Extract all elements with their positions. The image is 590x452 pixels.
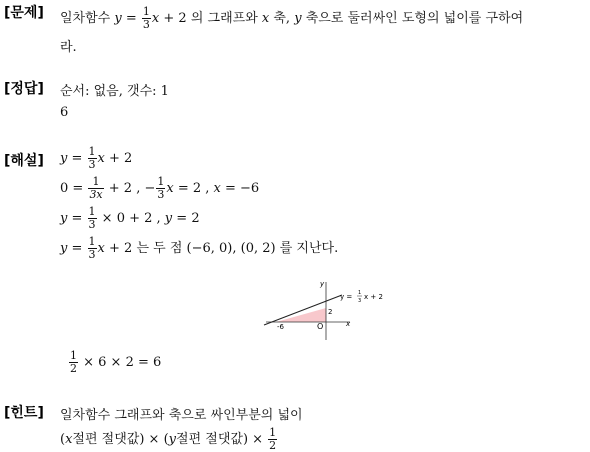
answer-label: [정답] bbox=[4, 81, 44, 97]
math-op: = 2 , bbox=[173, 181, 214, 196]
math-op: + 2 bbox=[104, 241, 133, 256]
math-op: = bbox=[121, 11, 141, 26]
math-op: + 2 bbox=[104, 151, 133, 166]
math-op: × 6 × 2 = 6 bbox=[79, 355, 162, 370]
math-var: y bbox=[60, 151, 68, 166]
origin-label: O bbox=[317, 322, 324, 331]
math-var: x bbox=[97, 151, 105, 166]
fraction bbox=[88, 206, 97, 231]
fraction bbox=[69, 350, 78, 375]
hint-line-2 bbox=[60, 427, 278, 452]
math-var: x bbox=[166, 181, 174, 196]
problem-text: 의 그래프와 bbox=[190, 11, 262, 26]
problem-label: [문제] bbox=[4, 5, 44, 21]
fraction bbox=[88, 236, 97, 261]
math-var: x bbox=[65, 432, 73, 447]
numerator: 1 bbox=[88, 205, 96, 218]
numerator: 1 bbox=[70, 349, 77, 362]
explanation-text: 는 두 점 (−6, 0), (0, 2) 를 지난다. bbox=[132, 241, 339, 256]
numerator: 1 bbox=[269, 426, 277, 439]
denominator: 3 bbox=[88, 218, 96, 231]
denominator: 3 bbox=[142, 18, 150, 31]
math-var: x bbox=[213, 181, 221, 196]
denominator: 3 bbox=[157, 188, 165, 201]
numerator: 1 bbox=[88, 235, 96, 248]
explanation-line-2 bbox=[60, 176, 259, 201]
hint-text: ( bbox=[60, 432, 66, 447]
math-op: = 2 bbox=[172, 211, 200, 226]
problem-line-1 bbox=[60, 6, 523, 31]
fraction bbox=[88, 176, 103, 201]
problem-text: 축, bbox=[269, 11, 295, 26]
answer-line-2: 6 bbox=[60, 105, 69, 120]
graph-eq-num: 1 bbox=[358, 290, 362, 296]
triangle-area bbox=[276, 308, 326, 322]
numerator: 1 bbox=[157, 175, 165, 188]
graph-eq-b: x + 2 bbox=[364, 293, 383, 301]
hint-text: 절편 절댓값) × bbox=[176, 432, 268, 447]
problem-text: 일차함수 bbox=[60, 11, 111, 26]
math-op: = bbox=[67, 151, 87, 166]
answer-line-1: 순서: 없음, 갯수: 1 bbox=[60, 84, 169, 99]
math-var: x bbox=[97, 241, 105, 256]
problem-text: 축으로 둘러싸인 도형의 넓이를 구하여 bbox=[301, 11, 524, 26]
math-op: × 0 + 2 , bbox=[97, 211, 165, 226]
x-intercept-label: -6 bbox=[277, 323, 284, 331]
explanation-line-1 bbox=[60, 146, 132, 171]
math-op: = bbox=[67, 211, 87, 226]
x-axis-label: x bbox=[346, 320, 351, 328]
numerator: 1 bbox=[88, 176, 103, 189]
math-var: y bbox=[60, 211, 68, 226]
hint-text: 절편 절댓값) × ( bbox=[72, 432, 169, 447]
denominator: 3 bbox=[88, 248, 96, 261]
math-op: = bbox=[67, 241, 87, 256]
fraction bbox=[156, 176, 165, 201]
graph-eq-a: y = bbox=[340, 293, 353, 301]
denominator: 2 bbox=[269, 439, 277, 452]
function-graph bbox=[260, 274, 400, 344]
math-var: y bbox=[164, 211, 173, 226]
math-op: + 2 bbox=[159, 11, 187, 26]
y-axis-label: y bbox=[320, 280, 325, 288]
math-op: + 2 , − bbox=[104, 181, 156, 196]
graph-eq-den: 3 bbox=[358, 298, 362, 304]
fraction bbox=[268, 427, 277, 452]
math-var: y bbox=[60, 241, 68, 256]
y-intercept-label: 2 bbox=[328, 308, 333, 316]
hint-line-1: 일차함수 그래프와 축으로 싸인부분의 넓이 bbox=[60, 408, 303, 423]
area-line bbox=[68, 350, 161, 375]
math-var: x bbox=[261, 11, 270, 26]
denominator: 2 bbox=[70, 362, 77, 375]
math-op: = −6 bbox=[220, 181, 260, 196]
math-var: y bbox=[294, 11, 302, 26]
numerator: 1 bbox=[88, 145, 96, 158]
fraction bbox=[142, 6, 151, 31]
explanation-label: [해설] bbox=[4, 153, 44, 169]
math-var: x bbox=[151, 11, 160, 26]
denominator: 3 bbox=[88, 158, 96, 171]
hint-label: [힌트] bbox=[4, 405, 44, 421]
explanation-line-3 bbox=[60, 206, 200, 231]
explanation-line-4 bbox=[60, 236, 338, 261]
math-var: y bbox=[168, 432, 177, 447]
fraction bbox=[88, 146, 97, 171]
numerator: 1 bbox=[142, 5, 150, 18]
math-var: y bbox=[114, 11, 122, 26]
denominator: 3x bbox=[89, 188, 103, 201]
math-op: 0 = bbox=[60, 181, 88, 196]
problem-line-2: 라. bbox=[60, 40, 77, 55]
